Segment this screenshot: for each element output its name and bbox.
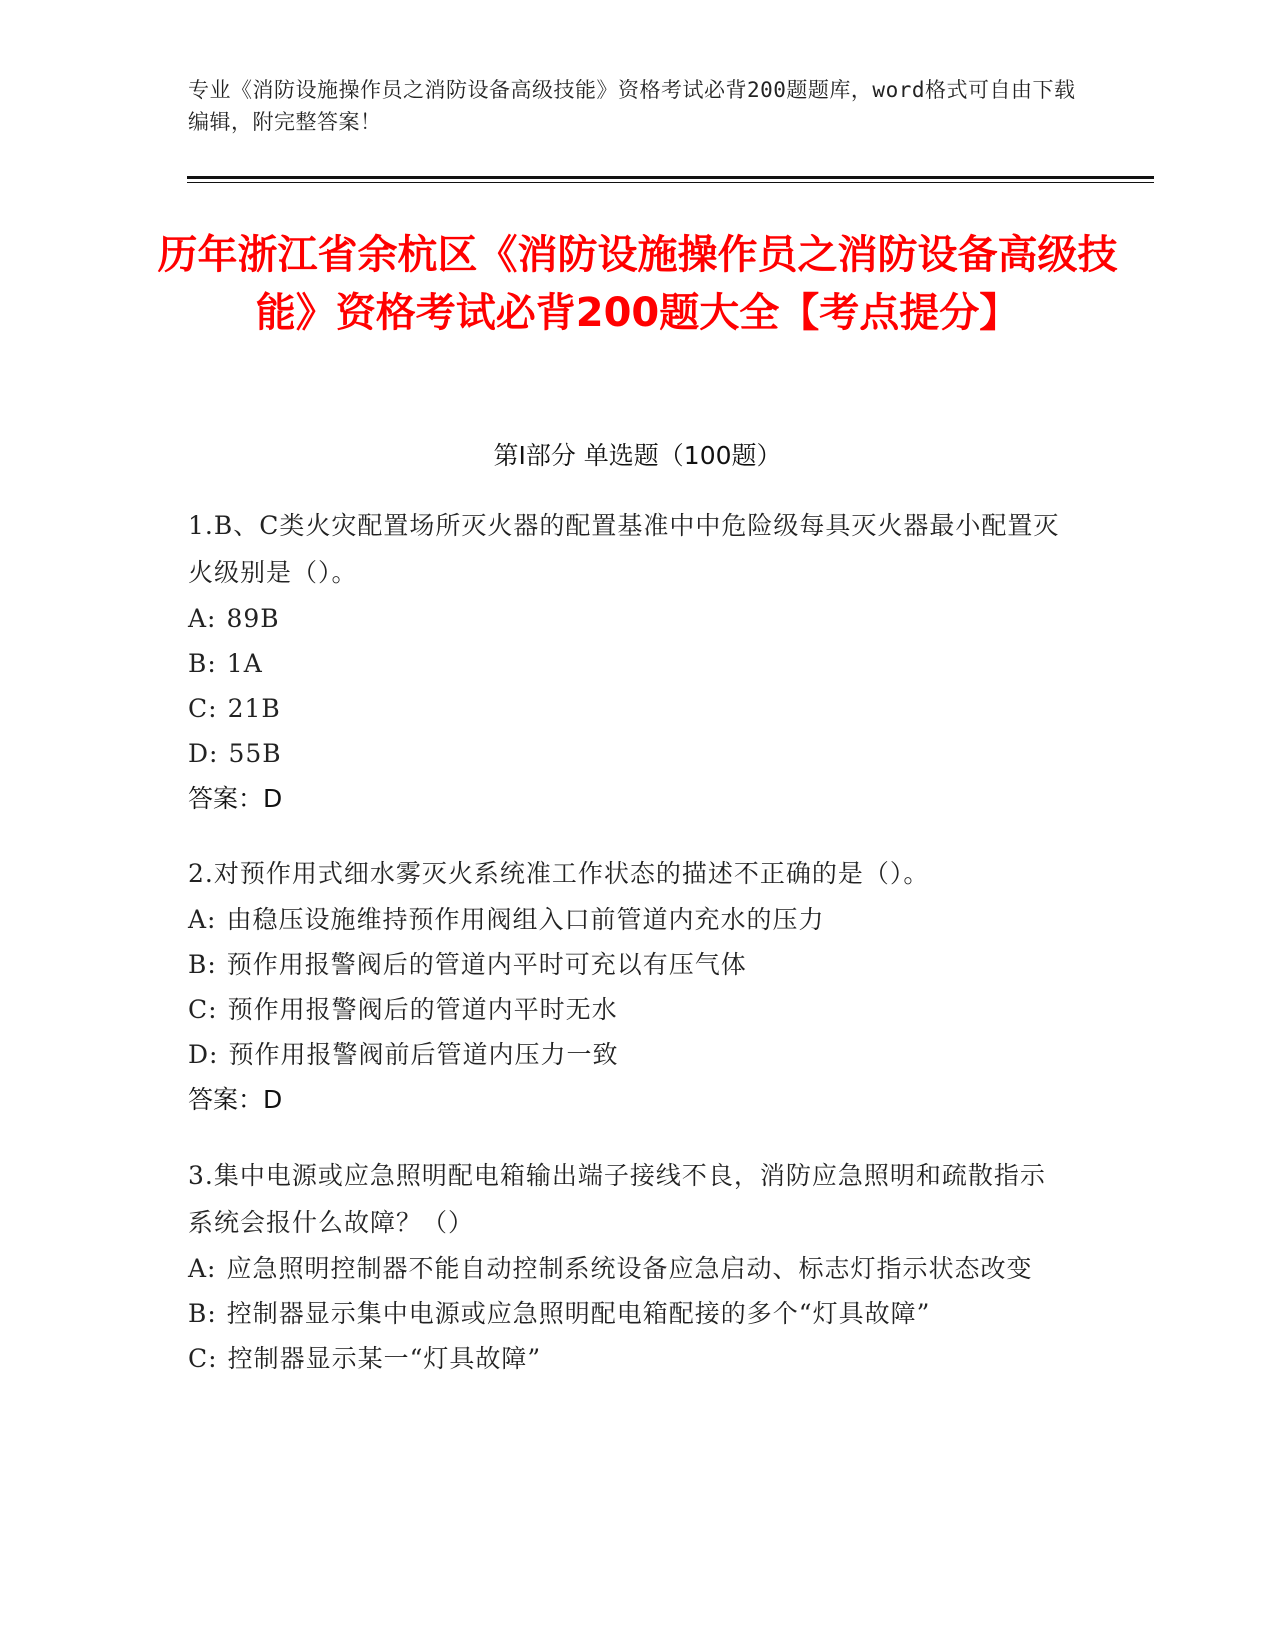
answer: 答案：D [188,1085,283,1114]
option-key: B: [188,1299,217,1328]
option-c [188,686,1068,731]
option-text: 55B [228,739,282,768]
question-stem: 2.对预作用式细水雾灭火系统准工作状态的描述不正确的是（）。 [188,859,930,888]
option-text: 预作用报警阀后的管道内平时无水 [227,995,618,1024]
option-key: D: [188,1040,219,1069]
header-rule-thick [187,176,1154,179]
question-3 [188,1152,1068,1381]
header-rule-thin [187,182,1154,183]
option-b [188,942,1068,987]
option-text: 控制器显示某一“灯具故障” [227,1344,542,1373]
option-text: 应急照明控制器不能自动控制系统设备应急启动、标志灯指示状态改变 [226,1254,1033,1283]
option-key: A: [188,604,217,633]
option-a [188,1246,1068,1291]
question-stem: 1.B、C类火灾配置场所灭火器的配置基准中中危险级每具灭火器最小配置灭火级别是（）。 [188,511,1060,587]
option-key: C: [188,694,218,723]
option-text: 由稳压设施维持预作用阀组入口前管道内充水的压力 [226,905,825,934]
option-a [188,596,1068,641]
option-key: B: [188,950,217,979]
option-c [188,1336,1068,1381]
option-key: D: [188,739,219,768]
option-key: B: [188,649,217,678]
option-text: 预作用报警阀后的管道内平时可充以有压气体 [226,950,747,979]
question-stem: 3.集中电源或应急照明配电箱输出端子接线不良，消防应急照明和疏散指示系统会报什么故障？（） [188,1161,1046,1237]
answer: 答案：D [188,784,283,813]
option-text: 预作用报警阀前后管道内压力一致 [228,1040,619,1069]
section-title: 第I部分 单选题（100题） [493,441,782,470]
option-text: 控制器显示集中电源或应急照明配电箱配接的多个“灯具故障” [226,1299,931,1328]
question-1 [188,502,1068,821]
option-c [188,987,1068,1032]
document-title: 历年浙江省余杭区《消防设施操作员之消防设备高级技能》资格考试必背200题大全【考点提分】 [157,232,1118,336]
option-b [188,641,1068,686]
option-key: C: [188,1344,218,1373]
option-text: 89B [226,604,280,633]
question-2 [188,850,1068,1122]
option-key: C: [188,995,218,1024]
option-key: A: [188,905,217,934]
option-key: A: [188,1254,217,1283]
option-text: 21B [227,694,281,723]
option-d [188,1032,1068,1077]
option-b [188,1291,1068,1336]
option-d [188,731,1068,776]
header-note: 专业《消防设施操作员之消防设备高级技能》资格考试必背200题题库，word格式可自由下载编辑，附完整答案！ [188,78,1076,134]
option-text: 1A [226,649,263,678]
option-a [188,897,1068,942]
